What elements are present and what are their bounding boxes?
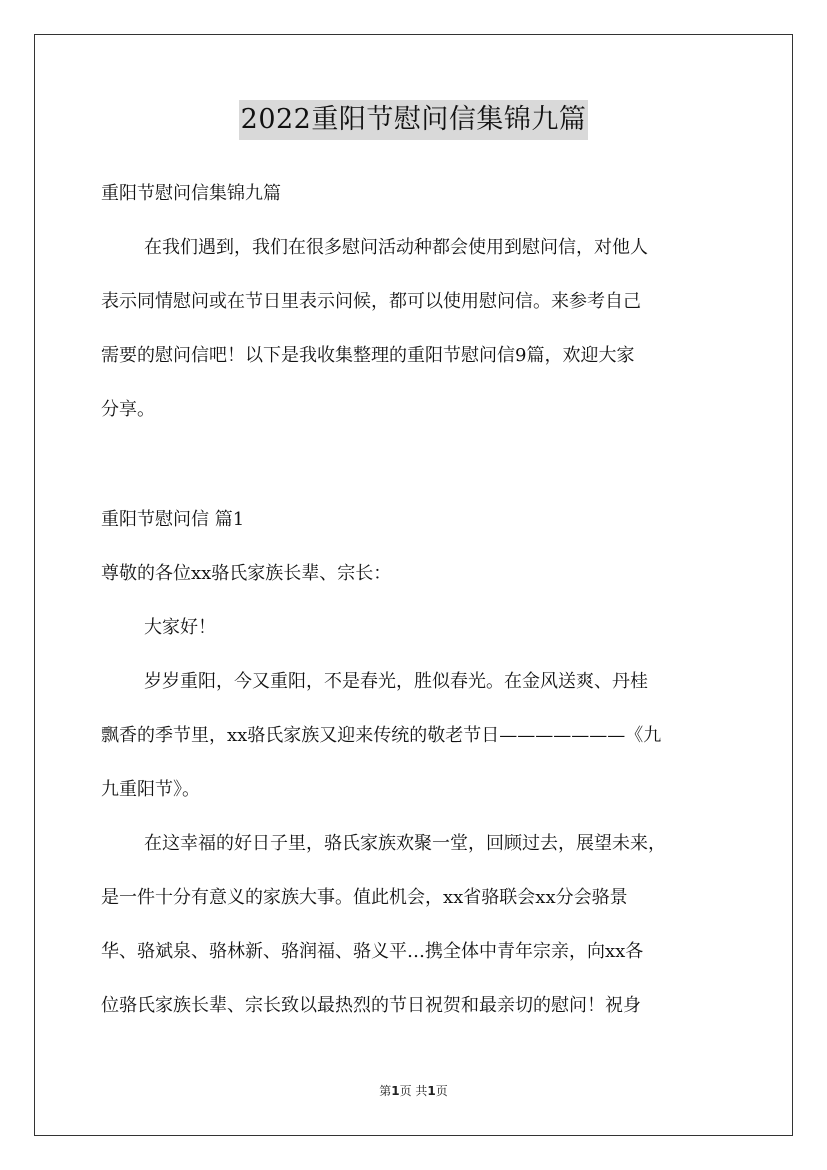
footer-suffix: 页 xyxy=(435,1084,448,1098)
intro-line: 表示同情慰问或在节日里表示问候，都可以使用慰问信。来参考自己 xyxy=(101,291,641,312)
paragraph-line: 九重阳节》。 xyxy=(101,779,200,800)
title-container xyxy=(0,100,827,140)
document-title: 2022重阳节慰问信集锦九篇 xyxy=(239,100,589,140)
intro-line: 分享。 xyxy=(101,399,155,420)
section-heading: 重阳节慰问信 篇1 xyxy=(101,509,245,530)
footer-mid: 页 共 xyxy=(399,1084,428,1098)
footer-total-pages: 1 xyxy=(427,1084,436,1098)
paragraph-line: 岁岁重阳，今又重阳，不是春光，胜似春光。在金风送爽、丹桂 xyxy=(144,671,648,692)
intro-line: 在我们遇到，我们在很多慰问活动种都会使用到慰问信，对他人 xyxy=(144,237,648,258)
paragraph-line: 华、骆斌泉、骆林新、骆润福、骆义平…携全体中青年宗亲，向xx各 xyxy=(101,941,644,962)
document-subtitle: 重阳节慰问信集锦九篇 xyxy=(101,183,281,204)
footer-current-page: 1 xyxy=(391,1084,400,1098)
footer-prefix: 第 xyxy=(379,1084,392,1098)
intro-line: 需要的慰问信吧！以下是我收集整理的重阳节慰问信9篇，欢迎大家 xyxy=(101,345,635,366)
paragraph-line: 在这幸福的好日子里，骆氏家族欢聚一堂，回顾过去，展望未来， xyxy=(144,833,666,854)
page-footer xyxy=(0,1082,827,1099)
salutation: 尊敬的各位xx骆氏家族长辈、宗长： xyxy=(101,563,392,584)
greeting: 大家好！ xyxy=(144,617,216,638)
paragraph-line: 位骆氏家族长辈、宗长致以最热烈的节日祝贺和最亲切的慰问！祝身 xyxy=(101,995,641,1016)
paragraph-line: 飘香的季节里，xx骆氏家族又迎来传统的敬老节日———————《九 xyxy=(101,725,662,746)
paragraph-line: 是一件十分有意义的家族大事。值此机会，xx省骆联会xx分会骆景 xyxy=(101,887,628,908)
